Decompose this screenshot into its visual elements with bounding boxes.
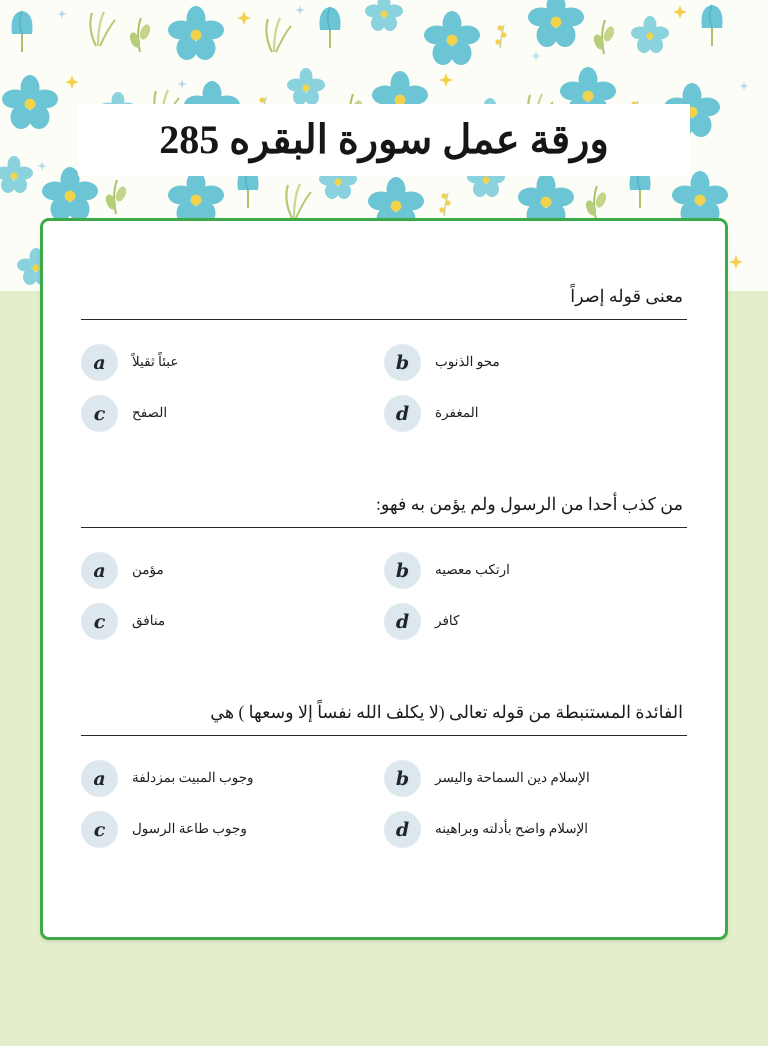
option-row[interactable] (384, 388, 687, 439)
option-label: وجوب المبيت بمزدلفة (132, 770, 254, 786)
option-row[interactable] (81, 804, 384, 855)
option-letter-badge[interactable]: b (384, 760, 421, 797)
question-text: الفائدة المستنبطة من قوله تعالى (لا يكلف الله نفساً إلا وسعها ) هي (210, 702, 683, 723)
question-divider (81, 319, 687, 320)
option-label: كافر (435, 613, 460, 629)
option-row[interactable] (384, 753, 687, 804)
option-row[interactable] (81, 753, 384, 804)
option-row[interactable] (384, 596, 687, 647)
option-label: مؤمن (132, 562, 164, 578)
option-letter-badge[interactable]: b (384, 552, 421, 589)
option-label: الصفح (132, 405, 168, 421)
question-text: من كذب أحدا من الرسول ولم يؤمن به فهو: (375, 494, 683, 515)
question-block (81, 283, 687, 439)
option-label: محو الذنوب (435, 354, 500, 370)
option-letter-badge[interactable]: a (81, 344, 118, 381)
options-grid (81, 545, 687, 647)
options-grid (81, 337, 687, 439)
options-grid (81, 753, 687, 855)
question-text: معنى قوله إصراً (570, 286, 683, 306)
option-label: عبئاً ثقيلاً (132, 354, 179, 370)
option-letter-badge[interactable]: a (81, 760, 118, 797)
question-divider (81, 735, 687, 736)
option-letter-badge[interactable]: d (384, 603, 421, 640)
option-row[interactable] (384, 545, 687, 596)
question-block (81, 699, 687, 855)
worksheet-card (40, 218, 728, 940)
option-label: المغفرة (435, 405, 479, 421)
option-row[interactable] (81, 337, 384, 388)
option-label: وجوب طاعة الرسول (132, 821, 247, 837)
question-block (81, 491, 687, 647)
option-letter-badge[interactable]: c (81, 603, 118, 640)
questions-container (43, 221, 725, 865)
option-letter-badge[interactable]: c (81, 395, 118, 432)
option-letter-badge[interactable]: d (384, 811, 421, 848)
option-row[interactable] (81, 545, 384, 596)
option-letter-badge[interactable]: a (81, 552, 118, 589)
question-divider (81, 527, 687, 528)
option-label: ارتكب معصيه (435, 562, 510, 578)
worksheet-title-band (78, 104, 690, 176)
option-label: الإسلام دين السماحة واليسر (435, 770, 590, 786)
option-letter-badge[interactable]: c (81, 811, 118, 848)
option-row[interactable] (81, 596, 384, 647)
option-row[interactable] (81, 388, 384, 439)
option-letter-badge[interactable]: d (384, 395, 421, 432)
option-label: الإسلام واضح بأدلته وبراهينه (435, 821, 589, 837)
option-letter-badge[interactable]: b (384, 344, 421, 381)
option-label: منافق (132, 613, 166, 629)
page-title: ورقة عمل سورة البقره 285 (159, 117, 609, 162)
option-row[interactable] (384, 804, 687, 855)
option-row[interactable] (384, 337, 687, 388)
